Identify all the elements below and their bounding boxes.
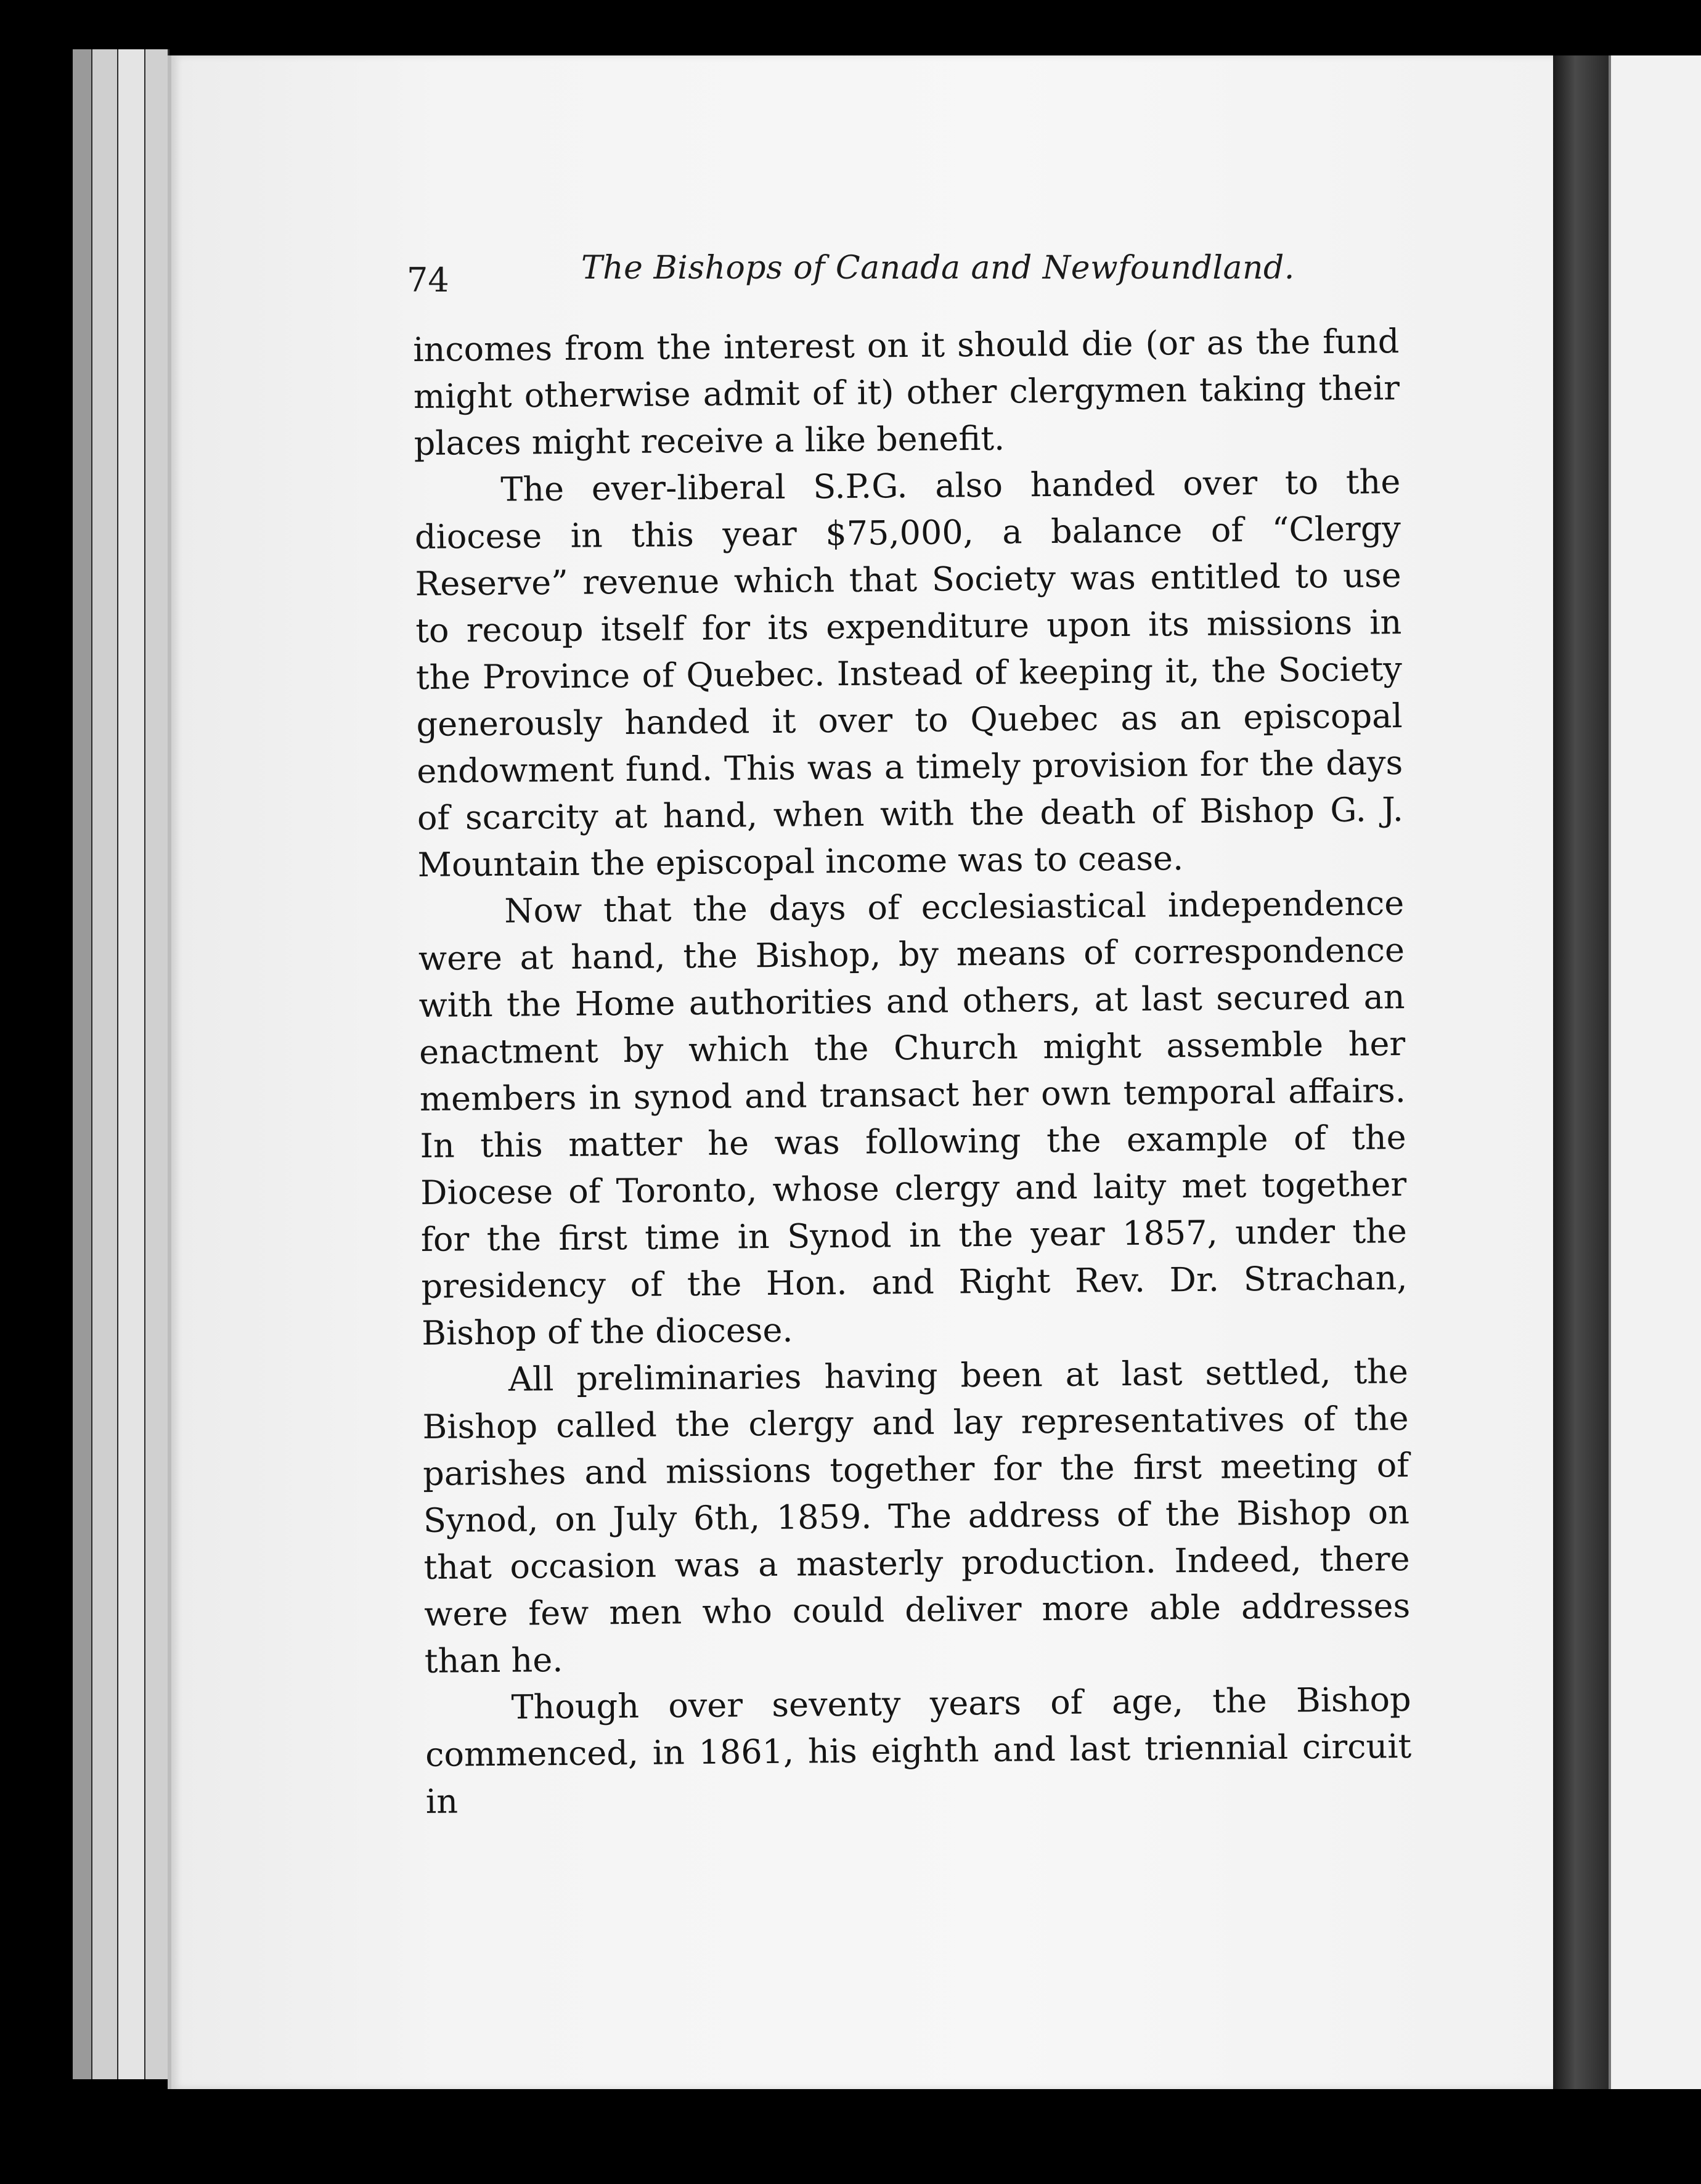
book-gutter [1553,55,1609,2089]
running-head [407,250,1295,305]
facing-page [1609,55,1701,2089]
page-edge [73,49,93,2079]
paragraph-3: Now that the days of ecclesiastical independence were at hand, the Bishop, by means of correspondence with the Home authorities and others, at last secured an enactment by which the Church might assemble her members in synod and transact her own temporal affairs. In this matter he was following the example of the Diocese of Toronto, whose clergy and laity met together for the first time in Synod in the year 1857, under the presidency of the Hon. and Right Rev. Dr. Strachan, Bishop of the diocese. [418,884,1408,1353]
page-edge [145,49,169,2079]
paragraph-1: incomes from the interest on it should die (or as the fund might otherwise admit of it) other clergymen taking their places might receive a like benefit. [413,322,1400,463]
page-edge [92,49,119,2079]
page-number: 74 [407,261,449,299]
page-edge [118,49,146,2079]
running-title: The Bishops of Canada and Newfoundland. [581,250,1295,287]
paragraph-4: All preliminaries having been at last settled, the Bishop called the clergy and lay representatives of the parishes and missions together for the first meeting of Synod, on July 6th, 1859. The address of the Bishop on that occasion was a masterly production. Indeed, there were few men who could deliver more able addresses than he. [422,1351,1411,1681]
paragraph-5: Though over seventy years of age, the Bishop commenced, in 1861, his eighth and last triennial circuit in [425,1679,1412,1821]
paragraph-2: The ever-liberal S.P.G. also handed over to the diocese in this year $75,000, a balance of “Clergy Reserve” revenue which that Society was entitled to use to recoup itself for its expenditure upon its missions in the Province of Quebec. Instead of keeping it, the Society generously handed it over to Quebec as an episcopal endowment fund. This was a timely provision for the days of scarcity at hand, when with the death of Bishop G. J. Mountain the episcopal income was to cease. [414,462,1404,884]
body-text [413,318,1412,1825]
